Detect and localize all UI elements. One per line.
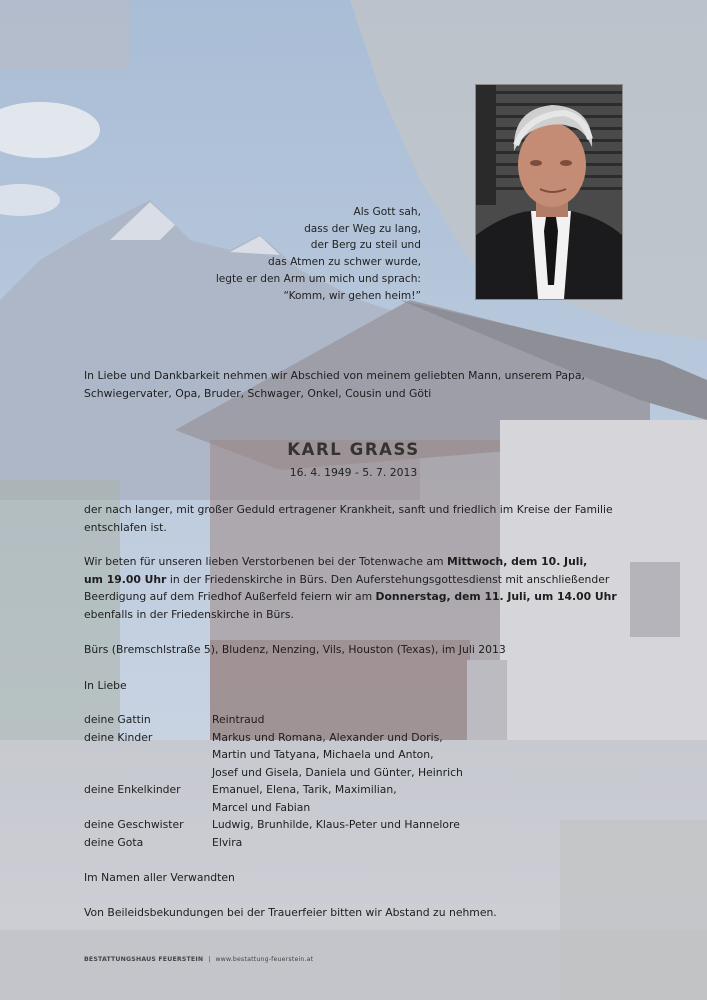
service-line-4: ebenfalls in der Friedenskirche in Bürs. bbox=[84, 607, 294, 621]
footer-separator: | bbox=[208, 956, 211, 963]
service-line-1 bbox=[84, 553, 617, 571]
place-date: Bürs (Bremschlstraße 5), Bludenz, Nenzing, Vils, Houston (Texas), im Juli 2013 bbox=[84, 643, 506, 656]
poem-line: dass der Weg zu lang, bbox=[304, 222, 421, 235]
intro-line-2: Schwiegervater, Opa, Bruder, Schwager, Onkel, Cousin und Göti bbox=[84, 386, 432, 400]
mourner-relation: deine Enkelkinder bbox=[84, 783, 181, 796]
service-line-2 bbox=[84, 571, 617, 589]
mourner-relation: deine Gattin bbox=[84, 713, 151, 726]
intro-line-1: In Liebe und Dankbarkeit nehmen wir Abschied von meinem geliebten Mann, unserem Papa, bbox=[84, 369, 585, 382]
mourner-name-line: Markus und Romana, Alexander und Doris, bbox=[212, 730, 443, 744]
mourner-name-line: Ludwig, Brunhilde, Klaus-Peter und Hannelore bbox=[212, 818, 460, 831]
service-line-3 bbox=[84, 588, 617, 606]
footer bbox=[84, 956, 313, 963]
closing-condolences: Von Beileidsbekundungen bei der Trauerfeier bitten wir Abstand zu nehmen. bbox=[84, 906, 497, 919]
service-text: Beerdigung auf dem Friedhof Außerfeld feiern wir am bbox=[84, 590, 376, 603]
life-dates: 16. 4. 1949 - 5. 7. 2013 bbox=[289, 466, 418, 479]
mourner-names bbox=[212, 729, 463, 782]
passing-text bbox=[84, 501, 613, 536]
in-liebe: In Liebe bbox=[84, 679, 127, 692]
mourner-names bbox=[212, 816, 460, 834]
mourner-name-line: Josef und Gisela, Daniela und Günter, Heinrich bbox=[212, 765, 463, 779]
mourner-name-line: Elvira bbox=[212, 835, 243, 849]
mourner-name-line: Reintraud bbox=[212, 713, 265, 726]
service-text: Wir beten für unseren lieben Verstorbenen bei der Totenwache am bbox=[84, 555, 447, 568]
mourner-name-line: Martin und Tatyana, Michaela und Anton, bbox=[212, 748, 434, 761]
service-info bbox=[84, 553, 617, 623]
mourner-relation: deine Gota bbox=[84, 835, 144, 849]
mourner-relation: deine Geschwister bbox=[84, 818, 184, 831]
mourner-names bbox=[212, 711, 265, 729]
mourner-name-line: Marcel und Fabian bbox=[212, 800, 311, 814]
closing-relatives: Im Namen aller Verwandten bbox=[84, 871, 235, 884]
passing-line-1: der nach langer, mit großer Geduld ertragener Krankheit, sanft und friedlich im Kreise der Familie bbox=[84, 503, 613, 516]
vigil-date: Mittwoch, dem 10. Juli, bbox=[447, 555, 588, 568]
poem-line: “Komm, wir gehen heim!” bbox=[283, 289, 421, 302]
poem-line: der Berg zu steil und bbox=[310, 239, 421, 252]
footer-website-link[interactable]: www.bestattung-feuerstein.at bbox=[215, 956, 314, 963]
mourner-names bbox=[212, 781, 397, 816]
portrait-image bbox=[476, 85, 622, 299]
mourner-names bbox=[212, 834, 242, 852]
passing-line-2: entschlafen ist. bbox=[84, 520, 167, 534]
mourner-relation: deine Kinder bbox=[84, 730, 153, 744]
deceased-name: KARL GRASS bbox=[287, 440, 420, 459]
portrait-photo bbox=[475, 84, 623, 300]
mourner-name-line: Emanuel, Elena, Tarik, Maximilian, bbox=[212, 783, 397, 796]
service-text: in der Friedenskirche in Bürs. Den Auferstehungsgottesdienst mit anschließender bbox=[166, 572, 610, 586]
poem-line: legte er den Arm um mich und sprach: bbox=[215, 272, 421, 285]
intro-text bbox=[84, 367, 585, 402]
vigil-time: um 19.00 Uhr bbox=[84, 572, 167, 586]
poem-line: Als Gott sah, bbox=[353, 206, 421, 218]
footer-brand: BESTATTUNGSHAUS FEUERSTEIN bbox=[84, 956, 204, 963]
funeral-date: Donnerstag, dem 11. Juli, um 14.00 Uhr bbox=[375, 590, 617, 603]
poem bbox=[216, 204, 421, 304]
poem-line: das Atmen zu schwer wurde, bbox=[268, 256, 421, 269]
